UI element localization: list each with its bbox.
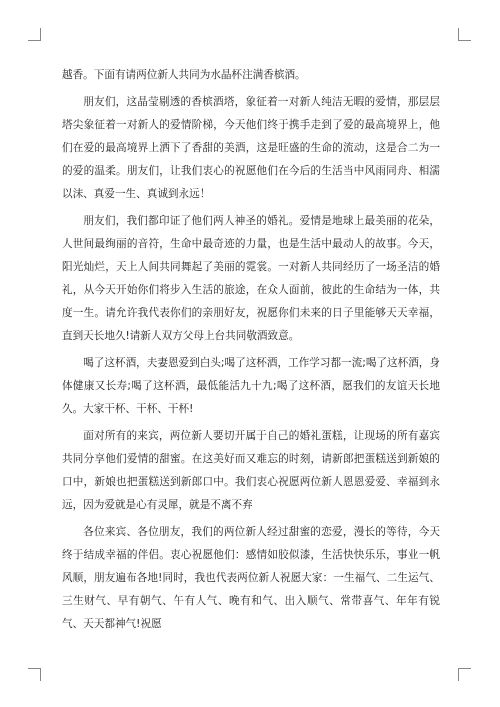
document-body	[62, 64, 440, 640]
page-corner-mark-top-right	[458, 28, 471, 41]
paragraph-1: 越香。下面有请两位新人共同为水晶杯注满香槟酒。	[62, 69, 306, 81]
paragraph-2: 朋友们，这晶莹剔透的香槟酒塔，象征着一对新人纯洁无暇的爱情，那层层塔尖象征着一对新人的爱情阶梯，今天他们终于携手走到了爱的最高境界上，他们在爱的最高境界上洒下了香甜的美酒，这是旺盛的生命的流动，这是合二为一的爱的温柔。朋友们，让我们衷心的祝愿他们在今后的生活当中风雨同舟、相濡以沫、真爱一生、真诚到永远！	[62, 96, 440, 200]
paragraph-6: 各位来宾、各位朋友，我们的两位新人经过甜蜜的恋爱，漫长的等待，今天终于结成幸福的伴侣。衷心祝愿他们：感情如胶似漆，生活快快乐乐，事业一帆风顺，朋友遍布各地!同时，我也代表两位新人祝愿大家：一生福气、二生运气、三生财气、早有朝气、午有人气、晚有和气、出入顺气、常带喜气、年年有锐气、天天都神气!祝愿	[62, 526, 440, 630]
page-corner-mark-bottom-right	[458, 668, 471, 681]
page-corner-mark-top-left	[28, 28, 41, 41]
paragraph-4: 喝了这杯酒，夫妻恩爱到白头;喝了这杯酒，工作学习都一流;喝了这杯酒，身体健康又长寿;喝了这杯酒，最低能活九十九;喝了这杯酒，愿我们的友谊天长地久。大家干杯、干杯、干杯!	[62, 357, 440, 415]
page-corner-mark-bottom-left	[28, 668, 41, 681]
paragraph-3: 朋友们，我们都印证了他们两人神圣的婚礼。爱情是地球上最美丽的花朵，人世间最绚丽的音符，生命中最奇迹的力量，也是生活中最动人的故事。今天，阳光灿烂，天上人间共同舞起了美丽的霓裳。一对新人共同经历了一场圣洁的婚礼，从今天开始你们将步入生活的旅途，在众人面前，彼此的生命结为一体，共度一生。请允许我代表你们的亲朋好友，祝愿你们未来的日子里能够天天幸福，直到天长地久!请新人双方父母上台共同敬酒致意。	[62, 215, 440, 342]
paragraph-5: 面对所有的来宾，两位新人要切开属于自己的婚礼蛋糕，让现场的所有嘉宾共同分享他们爱情的甜蜜。在这美好而又难忘的时刻，请新郎把蛋糕送到新娘的口中，新娘也把蛋糕送到新郎口中。我们衷心祝愿两位新人恩恩爱爱、幸福到永远，因为爱就是心有灵犀，就是不离不弃	[62, 430, 440, 511]
